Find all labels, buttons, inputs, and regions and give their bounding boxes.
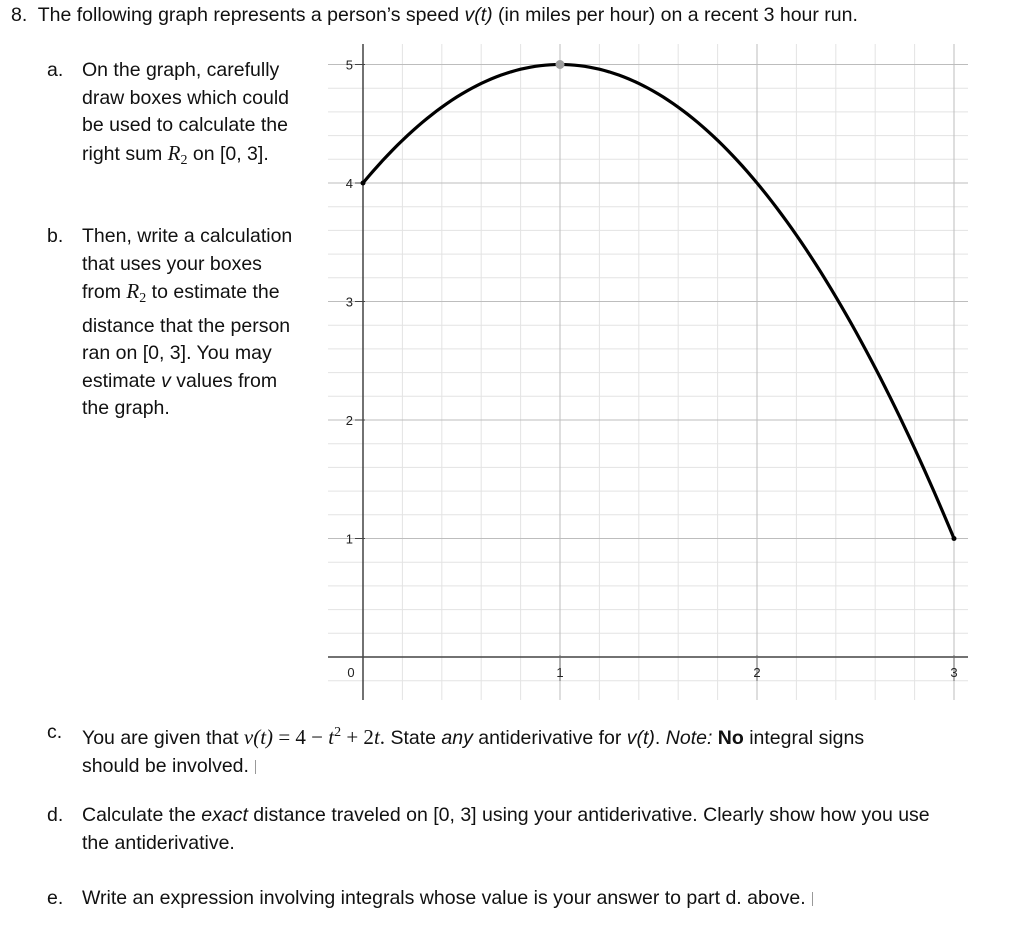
y-tick-label: 1 (345, 531, 353, 547)
function-name: v(t) (464, 4, 493, 26)
speed-graph (318, 40, 974, 704)
y-tick-label: 3 (345, 294, 353, 310)
part-b-letter: b. (47, 225, 64, 247)
x-tick-label: 1 (556, 665, 564, 680)
part-e-text: Write an expression involving integrals whose value is your answer to part d. above. (82, 885, 813, 913)
text-cursor (812, 892, 813, 906)
y-tick-label: 4 (345, 176, 353, 191)
question-number: 8. (11, 4, 28, 26)
curve-end-point (952, 536, 957, 541)
x-tick-label: 2 (753, 665, 761, 680)
part-d-text: Calculate the exact distance traveled on [0, 3] using your antiderivative. Clearly show how you use the antiderivative. (82, 804, 930, 854)
part-b-text: Then, write a calculation that uses your boxes from $R_2$ to estimate the distance that the person ran on [0, 3]. You may estimate v values from the graph. (82, 225, 293, 419)
question-prompt: 8. The following graph represents a person’s speed v(t) (in miles per hour) on a recent 3 hour run. (11, 4, 858, 26)
text-cursor (255, 760, 256, 774)
part-c-letter: c. (47, 721, 63, 743)
y-tick-label: 2 (345, 413, 353, 428)
y-tick-label: 5 (345, 57, 353, 73)
part-e-letter: e. (47, 887, 64, 909)
part-a-text: On the graph, carefully draw boxes which could be used to calculate the right sum $R_2$ on [0, 3]. (82, 59, 290, 168)
part-c-text: You are given that $v(t) = 4 - t^2 + 2t$. State any antiderivative for v(t). Note: No integral signs should be involved. (82, 725, 865, 777)
part-d-letter: d. (47, 804, 64, 826)
origin-label: 0 (347, 665, 355, 680)
x-tick-label: 3 (950, 665, 958, 680)
vertex-point (556, 60, 565, 69)
part-a-letter: a. (47, 59, 64, 81)
curve-start-point (361, 181, 366, 186)
